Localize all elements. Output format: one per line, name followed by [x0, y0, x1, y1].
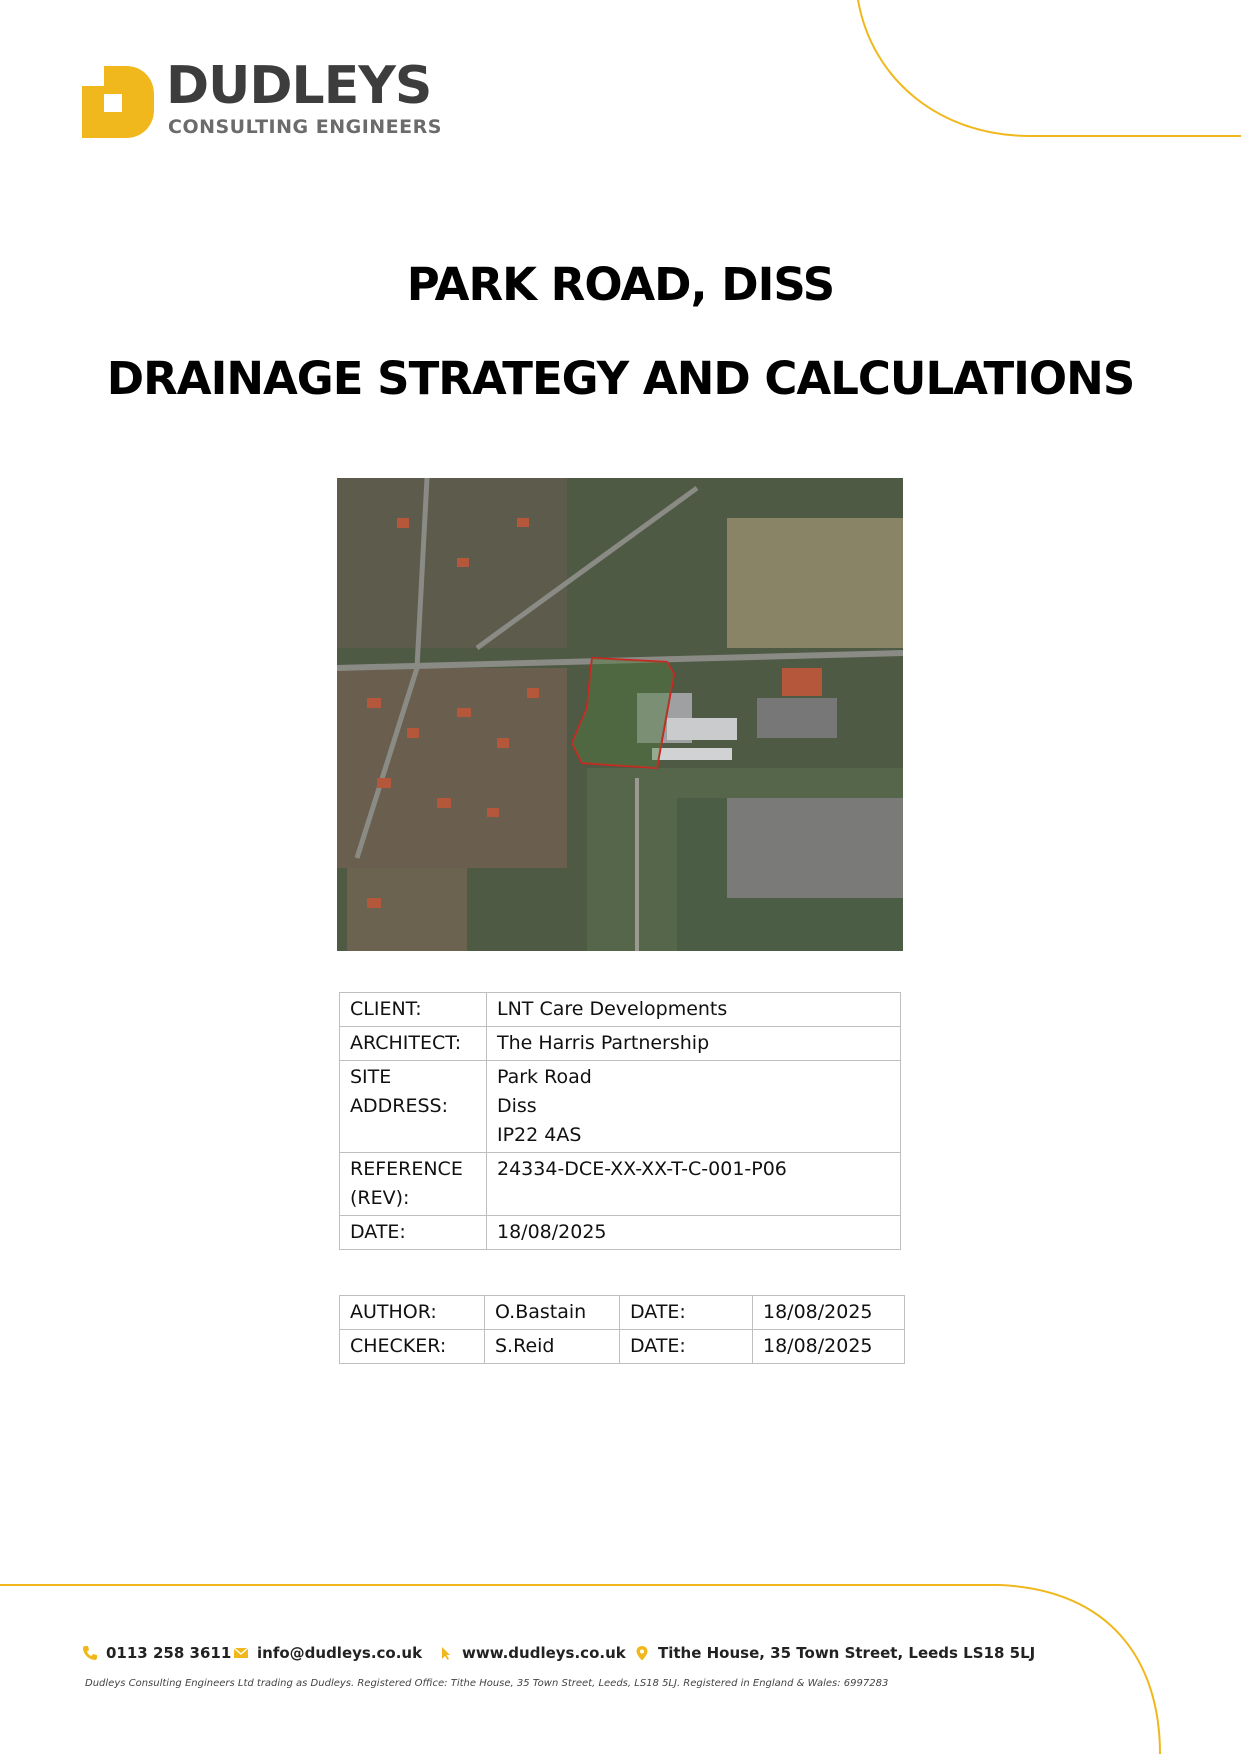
date-label: DATE:: [340, 1216, 487, 1250]
address-text: Tithe House, 35 Town Street, Leeds LS18 5LJ: [658, 1644, 1036, 1662]
table-row: [340, 993, 901, 1027]
checker-date: 18/08/2025: [753, 1330, 905, 1364]
document-title: PARK ROAD, DISS: [406, 258, 835, 311]
table-row: [340, 1027, 901, 1061]
website-text: www.dudleys.co.uk: [462, 1644, 626, 1662]
address-line: IP22 4AS: [497, 1124, 582, 1146]
address-line: Diss: [497, 1095, 537, 1117]
architect-label: ARCHITECT:: [340, 1027, 487, 1061]
mail-icon: [233, 1645, 249, 1661]
author-date-label: DATE:: [620, 1296, 753, 1330]
address-line: Park Road: [497, 1066, 592, 1088]
author-date: 18/08/2025: [753, 1296, 905, 1330]
phone-icon: [82, 1645, 98, 1661]
company-logo: [82, 56, 442, 142]
phone-text: 0113 258 3611: [106, 1644, 232, 1662]
logo-name: DUDLEYS: [166, 56, 432, 116]
email-text: info@dudleys.co.uk: [257, 1644, 423, 1662]
checker-label: CHECKER:: [340, 1330, 485, 1364]
table-row: [340, 1296, 905, 1330]
footer-legal-text: Dudleys Consulting Engineers Ltd trading as Dudleys. Registered Office: Tithe House, 35 Town Street, Leeds, LS18 5LJ. Registered in England & Wales: 6997283: [85, 1678, 889, 1689]
author-name: O.Bastain: [485, 1296, 620, 1330]
table-row: [340, 1061, 901, 1153]
cursor-icon: [438, 1645, 454, 1661]
architect-value: The Harris Partnership: [487, 1027, 901, 1061]
location-pin-icon: [634, 1645, 650, 1661]
client-label: CLIENT:: [340, 993, 487, 1027]
logo-d-icon: [82, 66, 154, 138]
site-address-label: SITE ADDRESS:: [340, 1061, 487, 1153]
checker-date-label: DATE:: [620, 1330, 753, 1364]
signoff-table: [339, 1295, 905, 1364]
author-label: AUTHOR:: [340, 1296, 485, 1330]
site-address-value: [487, 1061, 901, 1153]
table-row: [340, 1153, 901, 1216]
client-value: LNT Care Developments: [487, 993, 901, 1027]
document-subtitle: DRAINAGE STRATEGY AND CALCULATIONS: [106, 352, 1135, 405]
project-info-table: [339, 992, 901, 1250]
table-row: [340, 1330, 905, 1364]
logo-subtitle: CONSULTING ENGINEERS: [168, 116, 442, 138]
table-row: [340, 1216, 901, 1250]
reference-value: 24334-DCE-XX-XX-T-C-001-P06: [487, 1153, 901, 1216]
reference-label: REFERENCE (REV):: [340, 1153, 487, 1216]
aerial-site-photo: [337, 478, 903, 951]
date-value: 18/08/2025: [487, 1216, 901, 1250]
checker-name: S.Reid: [485, 1330, 620, 1364]
